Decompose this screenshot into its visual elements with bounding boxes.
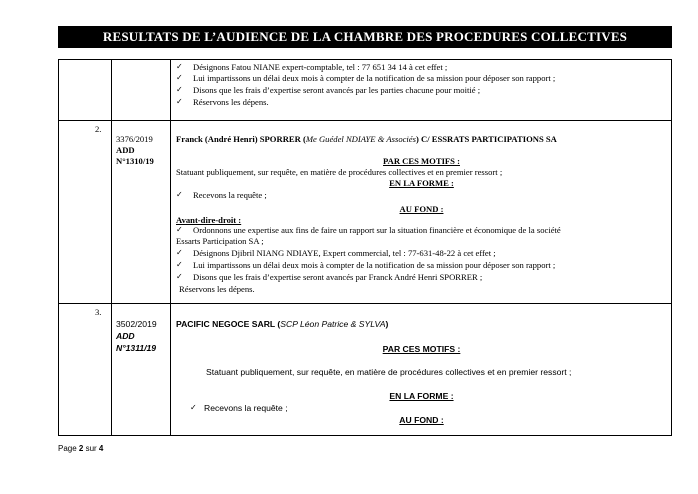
list-item: Lui impartissons un délai deux mois à compter de la notification de sa mission pour déposer son rapport ; <box>193 73 556 83</box>
decision-number: N°1310/19 <box>116 156 154 166</box>
check-icon: ✓ <box>176 225 183 234</box>
fond-heading: AU FOND : <box>399 415 444 425</box>
case-parties: PACIFIC NEGOCE SARL (SCP Léon Patrice & SYLVA) <box>176 319 389 329</box>
page-title: RESULTATS DE L’AUDIENCE DE LA CHAMBRE DES PROCEDURES COLLECTIVES <box>58 26 672 48</box>
forme-heading: EN LA FORME : <box>389 391 454 401</box>
list-item: Lui impartissons un délai deux mois à compter de la notification de sa mission pour déposer son rapport ; <box>193 260 556 270</box>
forme-heading: EN LA FORME : <box>389 178 454 188</box>
check-icon: ✓ <box>176 248 183 257</box>
list-item: Ordonnons une expertise aux fins de faire un rapport sur la situation financière et économique de la société <box>193 225 561 235</box>
depens-text: Réservons les dépens. <box>179 284 255 294</box>
list-item-continued: Essarts Participation SA ; <box>176 236 264 246</box>
avant-dire-droit: Avant-dire-droit : <box>176 215 242 225</box>
case-add: ADD <box>116 145 135 155</box>
motifs-heading: PAR CES MOTIFS : <box>382 344 461 354</box>
check-icon: ✓ <box>176 260 183 269</box>
fond-heading: AU FOND : <box>399 204 444 214</box>
row-number: 3. <box>95 307 102 317</box>
check-icon: ✓ <box>176 97 183 106</box>
check-icon: ✓ <box>176 73 183 82</box>
check-icon: ✓ <box>190 403 197 412</box>
column-divider <box>111 60 112 435</box>
list-item: Recevons la requête ; <box>204 403 288 413</box>
row-divider <box>59 120 671 121</box>
row-divider <box>59 303 671 304</box>
results-table <box>58 59 672 436</box>
statuant-text: Statuant publiquement, sur requête, en matière de procédures collectives et en premier ressort ; <box>176 167 503 177</box>
case-add: ADD <box>116 331 135 341</box>
decision-number: N°1311/19 <box>116 343 157 353</box>
list-item: Désignons Fatou NIANE expert-comptable, tel : 77 651 34 14 à cet effet ; <box>193 62 448 72</box>
list-item: Désignons Djibril NIANG NDIAYE, Expert commercial, tel : 77-631-48-22 à cet effet ; <box>193 248 496 258</box>
list-item: Réservons les dépens. <box>193 97 269 107</box>
list-item: Disons que les frais d’expertise seront avancés par les parties chacune pour moitié ; <box>193 85 481 95</box>
check-icon: ✓ <box>176 190 183 199</box>
case-parties: Franck (André Henri) SPORRER (Me Guédel NDIAYE & Associés) C/ ESSRATS PARTICIPATIONS SA <box>176 134 557 144</box>
row-number: 2. <box>95 124 102 134</box>
case-reference: 3502/2019 <box>116 319 157 329</box>
statuant-text: Statuant publiquement, sur requête, en matière de procédures collectives et en premier ressort ; <box>206 367 572 377</box>
check-icon: ✓ <box>176 62 183 71</box>
list-item: Recevons la requête ; <box>193 190 267 200</box>
check-icon: ✓ <box>176 85 183 94</box>
page-footer: Page 2 sur 4 <box>58 444 104 453</box>
column-divider <box>170 60 171 435</box>
case-reference: 3376/2019 <box>116 134 153 144</box>
motifs-heading: PAR CES MOTIFS : <box>383 156 460 166</box>
list-item: Disons que les frais d’expertise seront avancés par Franck André Henri SPORRER ; <box>193 272 483 282</box>
check-icon: ✓ <box>176 272 183 281</box>
